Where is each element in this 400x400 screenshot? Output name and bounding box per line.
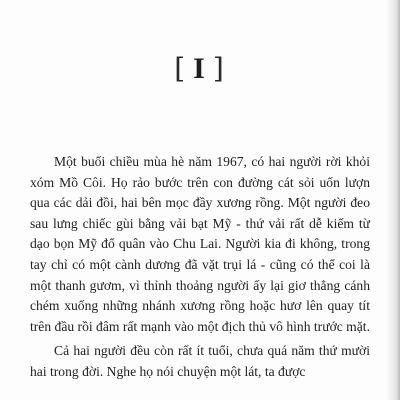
body-text (30, 152, 370, 387)
chapter-open-bracket: [ (174, 52, 188, 85)
chapter-heading (0, 52, 400, 86)
paragraph-2: Cả hai người đều còn rất ít tuổi, chưa quá năm thứ mười hai trong đời. Nghe họ nói chuyện một lát, ta được (30, 343, 370, 379)
chapter-close-bracket: ] (212, 52, 226, 85)
paragraph-1: Một buổi chiều mùa hè năm 1967, có hai người rời khỏi xóm Mồ Côi. Họ rảo bước trên con đường cát sỏi uốn lượn qua các dải đồi, hai bên mọc đầy xương rồng. Một người đeo sau lưng chiếc gùi bằng vải bạt Mỹ - thứ vải rất dễ kiếm từ dạo bọn Mỹ đổ quân vào Chu Lai. Người kia đi không, trong tay chỉ có một cành dương đã vặt trụi lá - cũng có thể coi là một thanh gươm, vì thỉnh thoảng người ấy lại giơ thẳng cánh chém xuống những nhánh xương rồng hoặc hươ lên quay tít trên đầu rồi đâm rất mạnh vào một địch thủ vô hình trước mặt. (30, 154, 370, 334)
chapter-number: I (193, 52, 207, 85)
page-edge-shadow (386, 0, 400, 400)
